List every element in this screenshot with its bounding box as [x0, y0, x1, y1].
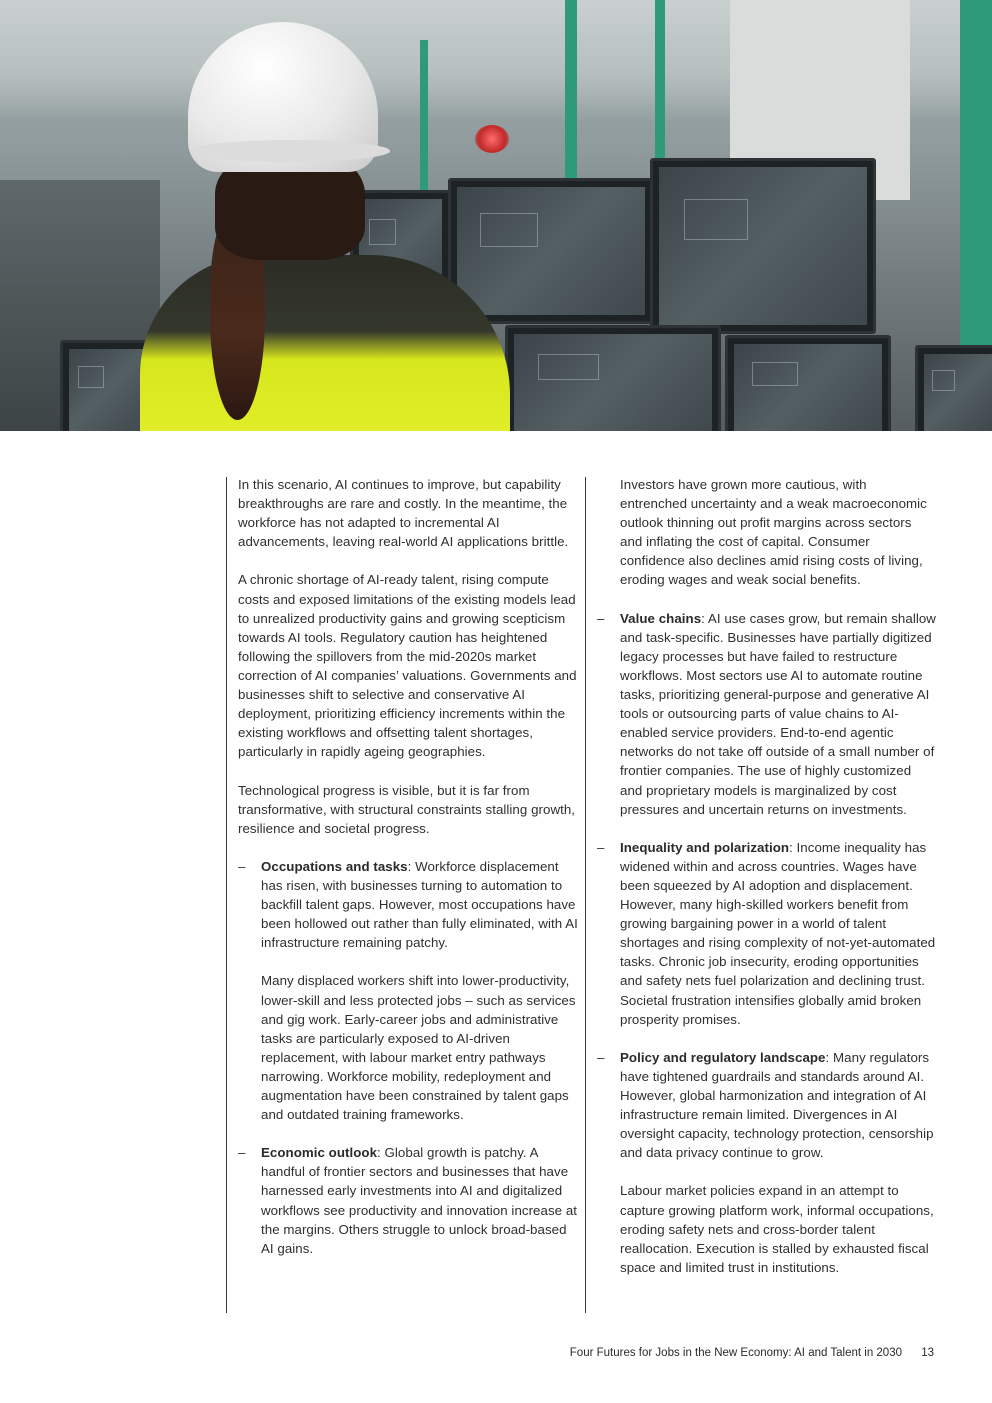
photo-monitor	[448, 178, 654, 324]
bullet-heading: Economic outlook	[261, 1145, 378, 1161]
photo-monitor	[650, 158, 876, 334]
continuation-paragraph: Investors have grown more cautious, with entrenched uncertainty and a weak macroeconomic outlook thinning out profit margins across sectors and inflating the cost of capital. Consumer confidence also declines amid rising costs of living, eroding wages and weak social benefits.	[620, 477, 927, 588]
right-column-rule	[585, 477, 586, 1313]
photo-hard-hat-brim	[190, 140, 390, 162]
bullet-heading: Value chains	[620, 610, 702, 626]
bullet-followup-paragraph: Labour market policies expand in an attempt to capture growing platform work, informal occupations, eroding safety nets and cross-border talent reallocation. Execution is stalled by exhausted fiscal space and limited trust in institutions.	[620, 1183, 934, 1275]
bullet-value-chains	[597, 609, 936, 819]
intro-paragraph: Technological progress is visible, but it is far from transformative, with structural constraints stalling growth, resilience and societal progress.	[238, 782, 576, 836]
photo-monitor	[725, 335, 891, 431]
bullet-policy-and-regulatory-landscape	[597, 1048, 936, 1277]
photo-red-indicator-light	[475, 125, 509, 153]
bullet-dash: –	[238, 1145, 246, 1161]
photo-green-pillar	[655, 0, 665, 180]
photo-monitor	[505, 325, 721, 431]
photo-green-pillar	[960, 0, 992, 360]
right-column	[597, 475, 936, 1296]
bullet-text: : AI use cases grow, but remain shallow and task-specific. Businesses have partially digitized legacy processes but have failed to restructure workflows. Most sectors use AI to automate routine tasks, prioritizing general-purpose and generative AI tools or outsourcing parts of value chains to AI-enabled service providers. End-to-end agentic networks do not take off outside of a small number of frontier companies. The use of highly customized and proprietary models is marginalized by cost pressures and uncertain returns on investments.	[620, 610, 936, 817]
bullet-text: : Many regulators have tightened guardrails and standards around AI. However, global harmonization and integration of AI infrastructure remain limited. Divergences in AI oversight capacity, technology protection, censorship and data privacy continue to grow.	[620, 1049, 934, 1161]
bullet-occupations-and-tasks	[238, 857, 578, 1124]
photo-monitor	[915, 345, 992, 431]
left-column	[238, 475, 578, 1277]
bullet-economic-outlook	[238, 1143, 578, 1258]
bullet-text: : Income inequality has widened within and across countries. Wages have been squeezed by AI adoption and displacement. However, many high-skilled workers benefit from growing bargaining power in a world of talent shortages and rising complexity of not-yet-automated tasks. Chronic job insecurity, eroding opportunities and safety nets fuel polarization and declining trust. Societal frustration intensifies globally amid broken prosperity promises.	[620, 839, 936, 1027]
page-footer	[570, 1347, 934, 1359]
bullet-dash: –	[597, 610, 605, 626]
bullet-inequality-and-polarization	[597, 838, 936, 1029]
bullet-list	[238, 857, 578, 1258]
page-number: 13	[921, 1347, 934, 1359]
bullet-followup-paragraph: Many displaced workers shift into lower-productivity, lower-skill and less protected jobs – such as services and gig work. Early-career jobs and administrative tasks are particularly exposed to AI-driven replacement, with labour market entry pathways narrowing. Workforce mobility, redeployment and augmentation have been constrained by talent gaps and outdated training frameworks.	[261, 973, 576, 1123]
bullet-dash: –	[597, 1049, 605, 1065]
bullet-heading: Policy and regulatory landscape	[620, 1049, 826, 1065]
bullet-dash: –	[238, 858, 246, 874]
intro-paragraph: A chronic shortage of AI-ready talent, rising compute costs and exposed limitations of the existing models lead to unrealized productivity gains and growing scepticism towards AI tools. Regulatory caution has heightened following the spillovers from the mid-2020s market correction of AI companies’ valuations. Governments and businesses shift to selective and conservative AI deployment, prioritizing efficiency increments within the existing workflows and offsetting talent shortages, particularly in rapidly ageing geographies.	[238, 572, 577, 760]
bullet-dash: –	[597, 839, 605, 855]
intro-paragraph: In this scenario, AI continues to improve, but capability breakthroughs are rare and costly. In the meantime, the workforce has not adapted to incremental AI advancements, leaving real-world AI applications brittle.	[238, 477, 569, 550]
hero-photo	[0, 0, 992, 431]
bullet-heading: Inequality and polarization	[620, 839, 790, 855]
bullet-text: : Global growth is patchy. A handful of frontier sectors and businesses that have harnessed early investments into AI and digitalized workflows see productivity and innovation increase at the margins. Others struggle to unlock broad-based AI gains.	[261, 1145, 578, 1256]
footer-report-title: Four Futures for Jobs in the New Economy:	[569, 1347, 792, 1359]
footer-report-subtitle: AI and Talent in 2030	[794, 1347, 902, 1359]
photo-green-pillar	[420, 40, 428, 190]
bullet-heading: Occupations and tasks	[261, 858, 408, 874]
bullet-text: : Workforce displacement has risen, with businesses turning to automation to backfill talent gaps. However, most occupations have been hollowed out rather than fully eliminated, with AI infrastructure remaining patchy.	[261, 858, 578, 951]
left-column-rule	[226, 477, 227, 1313]
